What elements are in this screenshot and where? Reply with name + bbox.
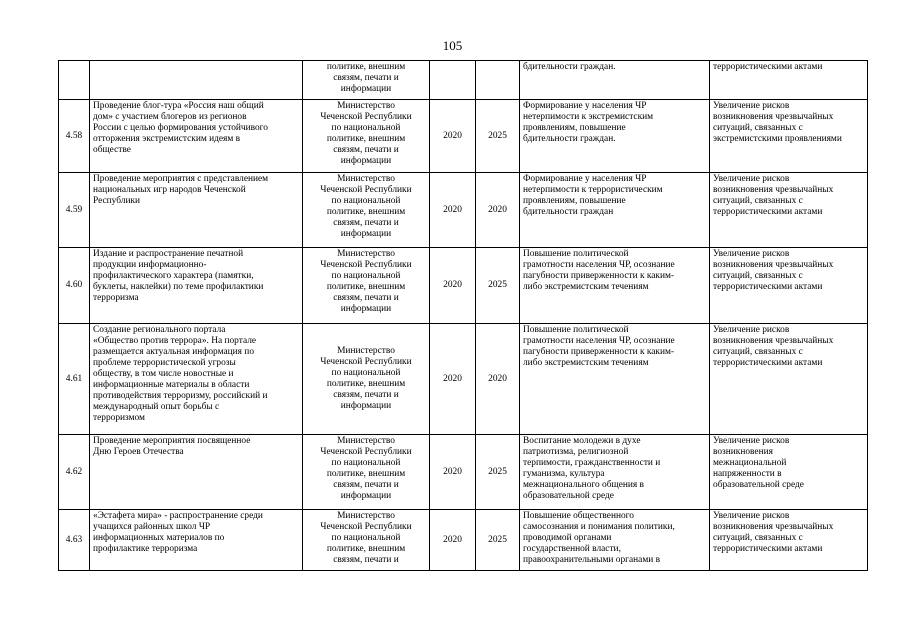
executor-cell: Министерство Чеченской Республики по национальной политике, внешним связям, печати и информации: [303, 248, 430, 324]
executor-cell: Министерство Чеченской Республики по национальной политике, внешним связям, печати и: [303, 510, 430, 571]
table-row: [59, 100, 868, 173]
table-row: [59, 510, 868, 571]
row-number: 4.60: [59, 248, 90, 324]
risk-cell: Увеличение рисков возникновения чрезвычайных ситуаций, связанных с террористическими актами: [710, 324, 868, 435]
activity-cell: Проведение мероприятия посвященное Дню Героев Отечества: [90, 435, 303, 510]
row-number: 4.61: [59, 324, 90, 435]
result-cell: Формирование у населения ЧР нетерпимости к террористическим проявлениям, повышение бдительности граждан: [520, 173, 710, 248]
table-row: [59, 173, 868, 248]
row-number: [59, 61, 90, 100]
executor-cell: Министерство Чеченской Республики по национальной политике, внешним связям, печати и информации: [303, 100, 430, 173]
page-number: 105: [442, 38, 463, 53]
result-cell: Формирование у населения ЧР нетерпимости к экстремистским проявлениям, повышение бдительности граждан.: [520, 100, 710, 173]
start-year-cell: 2020: [430, 435, 476, 510]
result-cell: Воспитание молодежи в духе патриотизма, религиозной терпимости, гражданственности и гуманизма, культура межнационального общения в образовательной среде: [520, 435, 710, 510]
risk-cell: Увеличение рисков возникновения чрезвычайных ситуаций, связанных с экстремистскими проявлениями: [710, 100, 868, 173]
start-year-cell: 2020: [430, 173, 476, 248]
end-year-cell: 2025: [476, 435, 520, 510]
start-year-cell: [430, 61, 476, 100]
start-year-cell: 2020: [430, 510, 476, 571]
result-cell: Повышение политической грамотности населения ЧР, осознание пагубности приверженности к каким- либо экстремистским течениям: [520, 248, 710, 324]
activity-cell: Проведение мероприятия с представлением национальных игр народов Чеченской Республики: [90, 173, 303, 248]
result-cell: Повышение политической грамотности населения ЧР, осознание пагубности приверженности к каким- либо экстремистским течениям: [520, 324, 710, 435]
risk-cell: Увеличение рисков возникновения межнациональной напряженности в образовательной среде: [710, 435, 868, 510]
end-year-cell: [476, 61, 520, 100]
risk-cell: Увеличение рисков возникновения чрезвычайных ситуаций, связанных с террористическими актами: [710, 173, 868, 248]
table-row: [59, 324, 868, 435]
risk-cell: террористическими актами: [710, 61, 868, 100]
start-year-cell: 2020: [430, 100, 476, 173]
activity-cell: Издание и распространение печатной продукции информационно- профилактического характера (памятки, буклеты, наклейки) по теме профилактики терроризма: [90, 248, 303, 324]
measures-table: [58, 60, 868, 571]
executor-cell: Министерство Чеченской Республики по национальной политике, внешним связям, печати и информации: [303, 435, 430, 510]
table-row-continuation: [59, 61, 868, 100]
end-year-cell: 2020: [476, 173, 520, 248]
row-number: 4.59: [59, 173, 90, 248]
activity-cell: [90, 61, 303, 100]
activity-cell: «Эстафета мира» - распространение среди учащихся районных школ ЧР информационных материалов по профилактике терроризма: [90, 510, 303, 571]
risk-cell: Увеличение рисков возникновения чрезвычайных ситуаций, связанных с террористическими актами: [710, 510, 868, 571]
result-cell: Повышение общественного самосознания и понимания политики, проводимой органами государственной власти, правоохранительными органами в: [520, 510, 710, 571]
end-year-cell: 2025: [476, 510, 520, 571]
end-year-cell: 2025: [476, 248, 520, 324]
executor-cell: Министерство Чеченской Республики по национальной политике, внешним связям, печати и информации: [303, 173, 430, 248]
start-year-cell: 2020: [430, 248, 476, 324]
row-number: 4.63: [59, 510, 90, 571]
risk-cell: Увеличение рисков возникновения чрезвычайных ситуаций, связанных с террористическими актами: [710, 248, 868, 324]
table-body: [59, 61, 868, 571]
end-year-cell: 2025: [476, 100, 520, 173]
row-number: 4.62: [59, 435, 90, 510]
result-cell: бдительности граждан.: [520, 61, 710, 100]
start-year-cell: 2020: [430, 324, 476, 435]
executor-cell: Министерство Чеченской Республики по национальной политике, внешним связям, печати и информации: [303, 324, 430, 435]
table-row: [59, 248, 868, 324]
end-year-cell: 2020: [476, 324, 520, 435]
row-number: 4.58: [59, 100, 90, 173]
executor-cell: политике, внешним связям, печати и информации: [303, 61, 430, 100]
table-row: [59, 435, 868, 510]
activity-cell: Создание регионального портала «Общество против террора». На портале размещается актуальная информация по проблеме террористической угрозы обществу, в том числе новостные и информационные материалы в области противодействия терроризму, российский и международный опыт борьбы с терроризмом: [90, 324, 303, 435]
activity-cell: Проведение блог-тура «Россия наш общий дом» с участием блогеров из регионов России с целью формирования устойчивого отторжения экстремистским идеям в обществе: [90, 100, 303, 173]
